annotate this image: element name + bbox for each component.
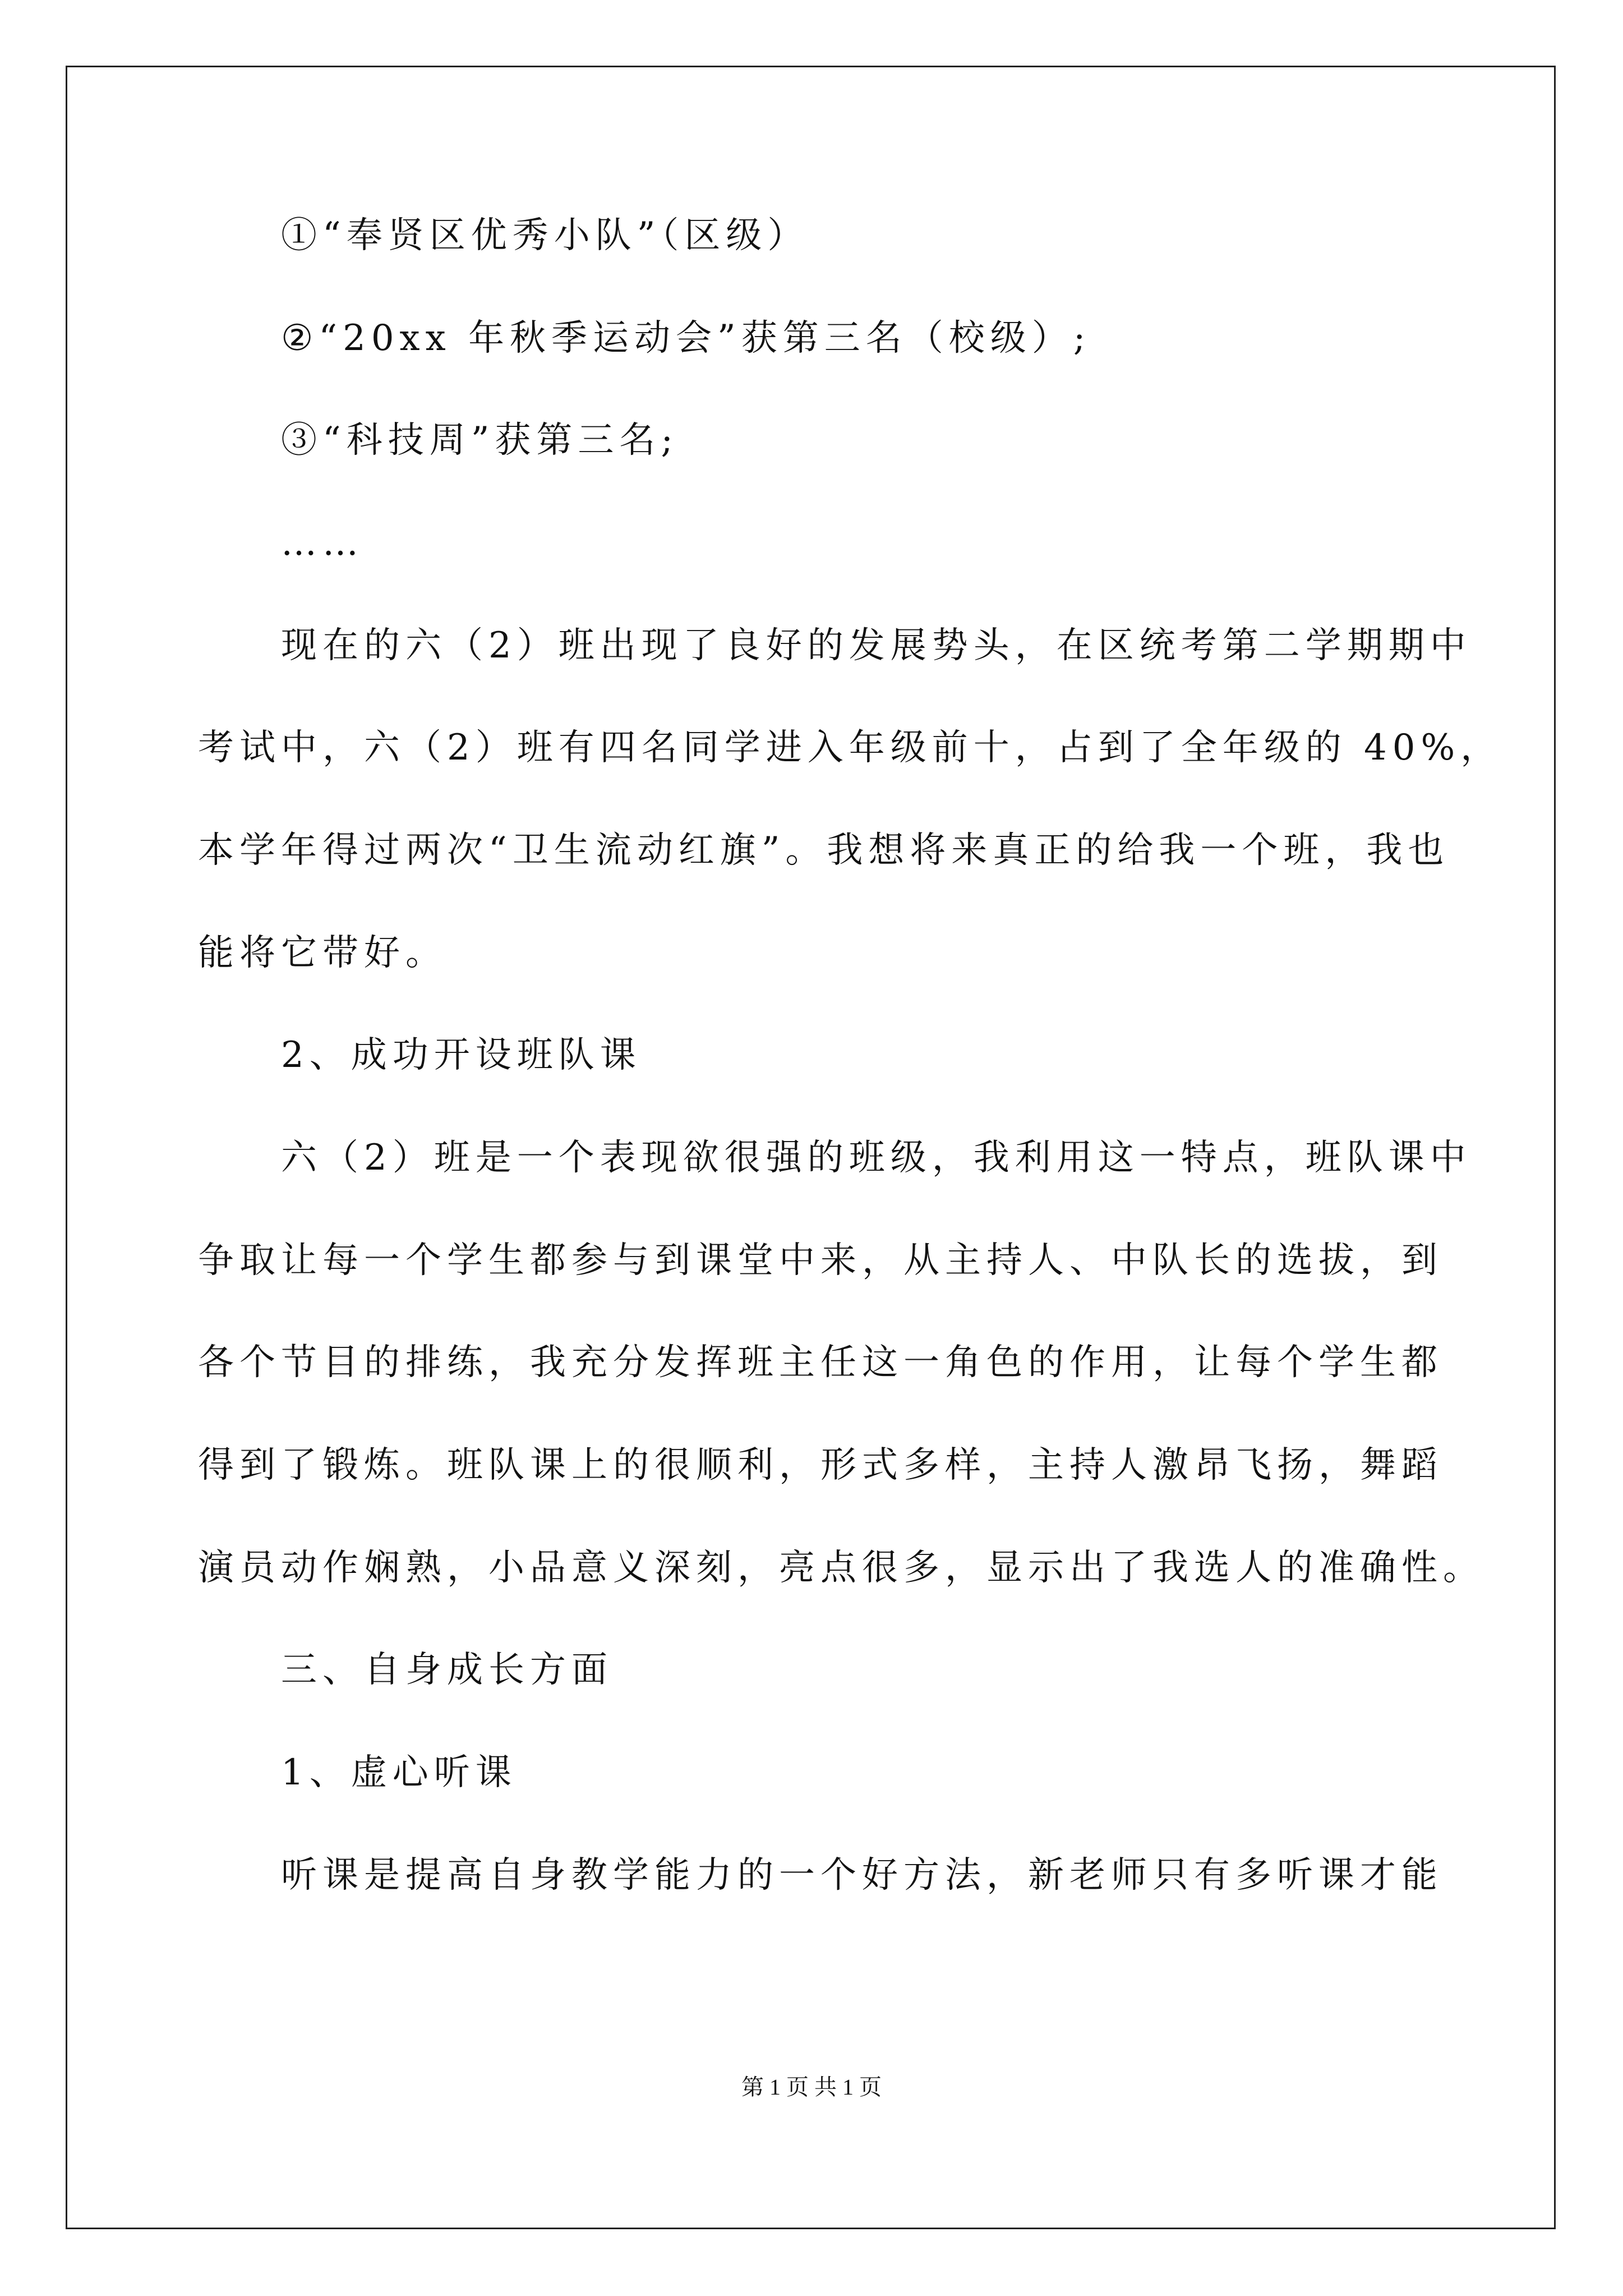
paragraph-line: 听课是提高自身教学能力的一个好方法，新老师只有多听课才能 bbox=[281, 1855, 1443, 1896]
paragraph-line: 现在的六（2）班出现了良好的发展势头，在区统考第二学期期中 bbox=[281, 625, 1472, 666]
paragraph-line: 演员动作娴熟，小品意义深刻，亮点很多，显示出了我选人的准确性。 bbox=[198, 1547, 1484, 1589]
paragraph-line: 争取让每一个学生都参与到课堂中来，从主持人、中队长的选拔，到 bbox=[198, 1240, 1443, 1281]
ellipsis-line: …… bbox=[281, 522, 364, 564]
paragraph-line: 考试中，六（2）班有四名同学进入年级前十，占到了全年级的 40%， bbox=[198, 727, 1502, 769]
paragraph-line: 能将它带好。 bbox=[198, 932, 447, 974]
paragraph-line: 各个节目的排练，我充分发挥班主任这一角色的作用，让每个学生都 bbox=[198, 1342, 1443, 1383]
paragraph-line: 本学年得过两次“卫生流动红旗”。我想将来真正的给我一个班，我也 bbox=[198, 830, 1450, 871]
award-item-2: ②“20xx 年秋季运动会”获第三名（校级）; bbox=[281, 318, 1091, 359]
award-item-1: ①“奉贤区优秀小队”（区级） bbox=[281, 215, 809, 256]
paragraph-line: 得到了锻炼。班队课上的很顺利，形式多样，主持人激昂飞扬，舞蹈 bbox=[198, 1444, 1443, 1486]
subsection-heading: 1、虚心听课 bbox=[281, 1752, 517, 1793]
section-heading: 三、自身成长方面 bbox=[281, 1649, 613, 1691]
award-item-3: ③“科技周”获第三名; bbox=[281, 420, 679, 461]
section-heading: 2、成功开设班队课 bbox=[281, 1034, 642, 1076]
page-footer: 第 1 页 共 1 页 bbox=[741, 2074, 882, 2100]
paragraph-line: 六（2）班是一个表现欲很强的班级，我利用这一特点，班队课中 bbox=[281, 1137, 1472, 1179]
